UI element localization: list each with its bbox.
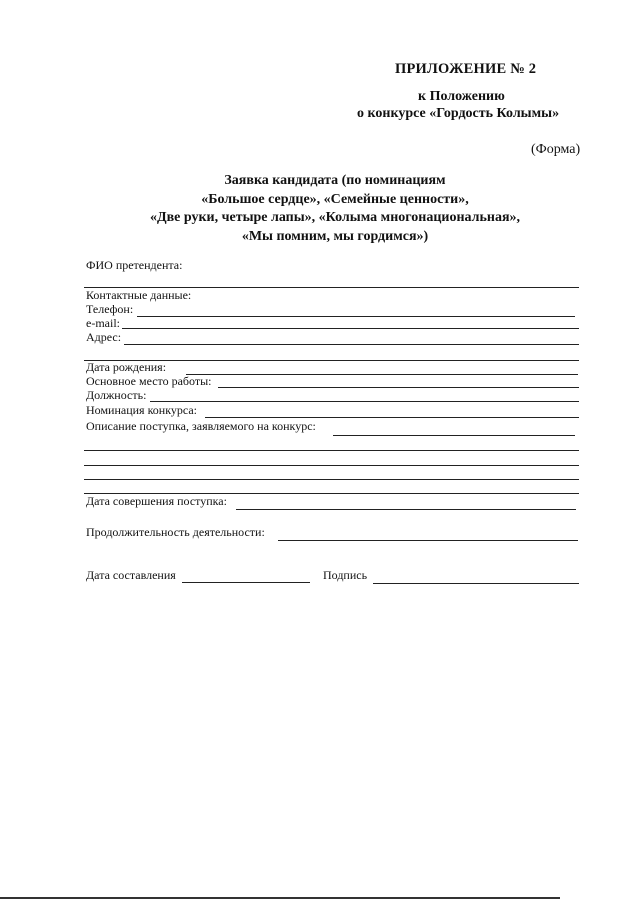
signature-label: Подпись bbox=[323, 568, 368, 582]
heading-line-4: «Мы помним, мы гордимся») bbox=[241, 228, 429, 244]
description-field-line-4[interactable] bbox=[84, 479, 579, 480]
deed-date-label: Дата совершения поступка: bbox=[86, 494, 227, 508]
compiled-date-field-line[interactable] bbox=[182, 582, 310, 583]
birth-date-label: Дата рождения: bbox=[86, 360, 167, 374]
appendix-reference: к Положению bbox=[418, 89, 505, 104]
workplace-field-line[interactable] bbox=[218, 387, 579, 388]
form-heading bbox=[100, 172, 570, 246]
phone-label: Телефон: bbox=[86, 302, 134, 316]
phone-field-line[interactable] bbox=[137, 316, 575, 317]
appendix-title: ПРИЛОЖЕНИЕ № 2 bbox=[395, 61, 537, 77]
appendix-contest-name: о конкурсе «Гордость Колымы» bbox=[357, 106, 560, 121]
description-field-line-3[interactable] bbox=[84, 465, 579, 466]
email-field-line[interactable] bbox=[122, 328, 579, 329]
description-label: Описание поступка, заявляемого на конкурс: bbox=[86, 419, 316, 433]
fio-label: ФИО претендента: bbox=[86, 258, 183, 272]
nomination-field-line[interactable] bbox=[205, 417, 579, 418]
duration-label: Продолжительность деятельности: bbox=[86, 525, 265, 539]
compiled-date-label: Дата составления bbox=[86, 568, 176, 582]
heading-line-3: «Две руки, четыре лапы», «Колыма многонациональная», bbox=[149, 210, 521, 225]
workplace-label: Основное место работы: bbox=[86, 374, 212, 388]
nomination-label: Номинация конкурса: bbox=[86, 403, 197, 417]
duration-field-line[interactable] bbox=[278, 540, 578, 541]
address-field-line[interactable] bbox=[124, 344, 579, 345]
heading-line-2: «Большое сердце», «Семейные ценности», bbox=[201, 191, 469, 207]
description-field-line-1[interactable] bbox=[333, 435, 575, 436]
email-label: e-mail: bbox=[86, 316, 120, 330]
description-field-line-2[interactable] bbox=[84, 450, 579, 451]
deed-date-field-line[interactable] bbox=[236, 509, 576, 510]
position-field-line[interactable] bbox=[150, 401, 579, 402]
position-label: Должность: bbox=[86, 388, 147, 402]
contacts-label: Контактные данные: bbox=[86, 288, 192, 302]
birth-date-field-line[interactable] bbox=[186, 374, 578, 375]
signature-field-line[interactable] bbox=[373, 583, 579, 584]
form-label: (Форма) bbox=[531, 142, 581, 157]
heading-line-1: Заявка кандидата (по номинациям bbox=[224, 173, 446, 188]
address-label: Адрес: bbox=[86, 330, 122, 344]
page-bottom-rule bbox=[0, 897, 560, 899]
